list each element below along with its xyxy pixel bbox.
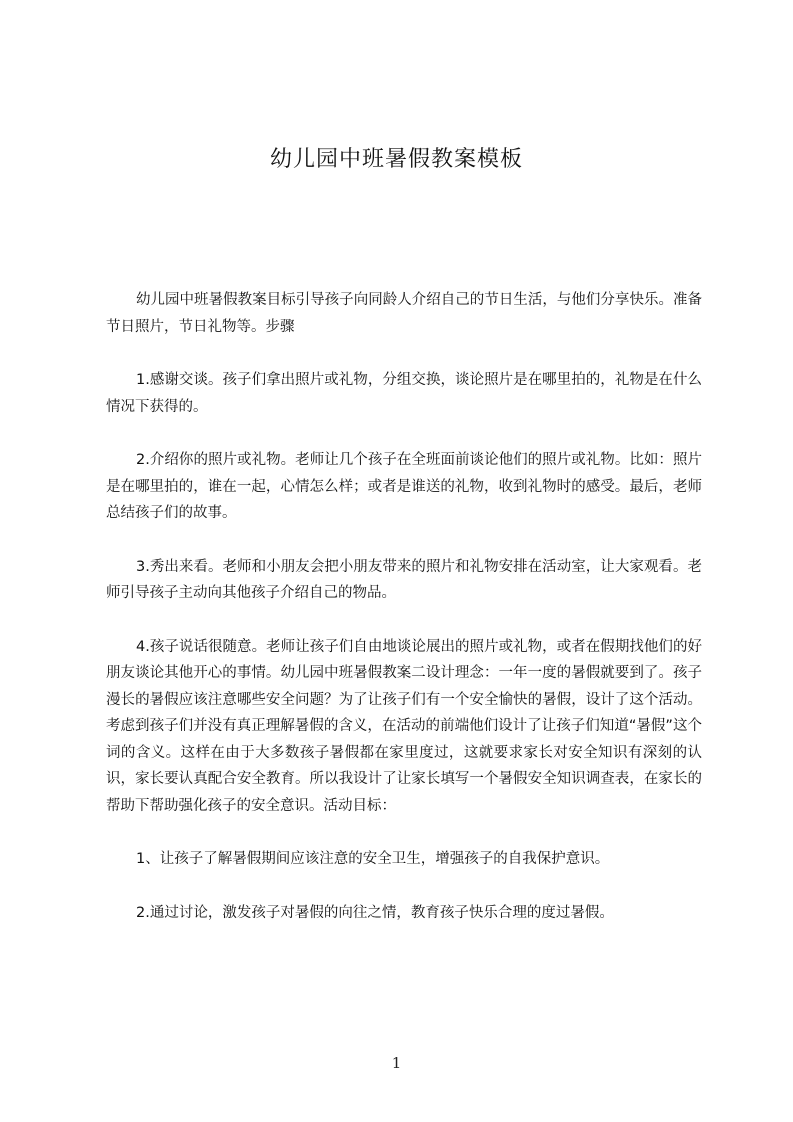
page-number: 1: [391, 1054, 402, 1072]
paragraph-goal-1: 1、让孩子了解暑假期间应该注意的安全卫生，增强孩子的自我保护意识。: [136, 851, 610, 867]
paragraph-step-2: 2.介绍你的照片或礼物。老师让几个孩子在全班面前谈论他们的照片或礼物。比如：照片是在哪里拍的，谁在一起，心情怎么样；或者是谁送的礼物，收到礼物时的感受。最后，老师总结孩子们的故事。: [106, 452, 702, 521]
paragraph-goal-2: 2.通过讨论，激发孩子对暑假的向往之情，教育孩子快乐合理的度过暑假。: [136, 904, 614, 921]
paragraph-intro: 幼儿园中班暑假教案目标引导孩子向同龄人介绍自己的节日生活，与他们分享快乐。准备节日照片，节日礼物等。步骤: [106, 292, 702, 335]
document-title: 幼儿园中班暑假教案模板: [269, 147, 523, 172]
paragraph-step-3: 3.秀出来看。老师和小朋友会把小朋友带来的照片和礼物安排在活动室，让大家观看。老师引导孩子主动向其他孩子介绍自己的物品。: [106, 558, 702, 601]
paragraph-step-4: 4.孩子说话很随意。老师让孩子们自由地谈论展出的照片或礼物，或者在假期找他们的好朋友谈论其他开心的事情。幼儿园中班暑假教案二设计理念：一年一度的暑假就要到了。孩子漫长的暑假应该注意哪些安全问题？为了让孩子们有一个安全愉快的暑假，设计了这个活动。考虑到孩子们并没有真正理解暑假的含义，在活动的前端他们设计了让孩子们知道“暑假”这个词的含义。这样在由于大多数孩子暑假都在家里度过，这就要求家长对安全知识有深刻的认识，家长要认真配合安全教育。所以我设计了让家长填写一个暑假安全知识调查表，在家长的帮助下帮助强化孩子的安全意识。活动目标：: [106, 638, 702, 814]
document-body: [106, 287, 702, 953]
paragraph-step-1: 1.感谢交谈。孩子们拿出照片或礼物，分组交换，谈论照片是在哪里拍的，礼物是在什么情况下获得的。: [106, 372, 702, 415]
